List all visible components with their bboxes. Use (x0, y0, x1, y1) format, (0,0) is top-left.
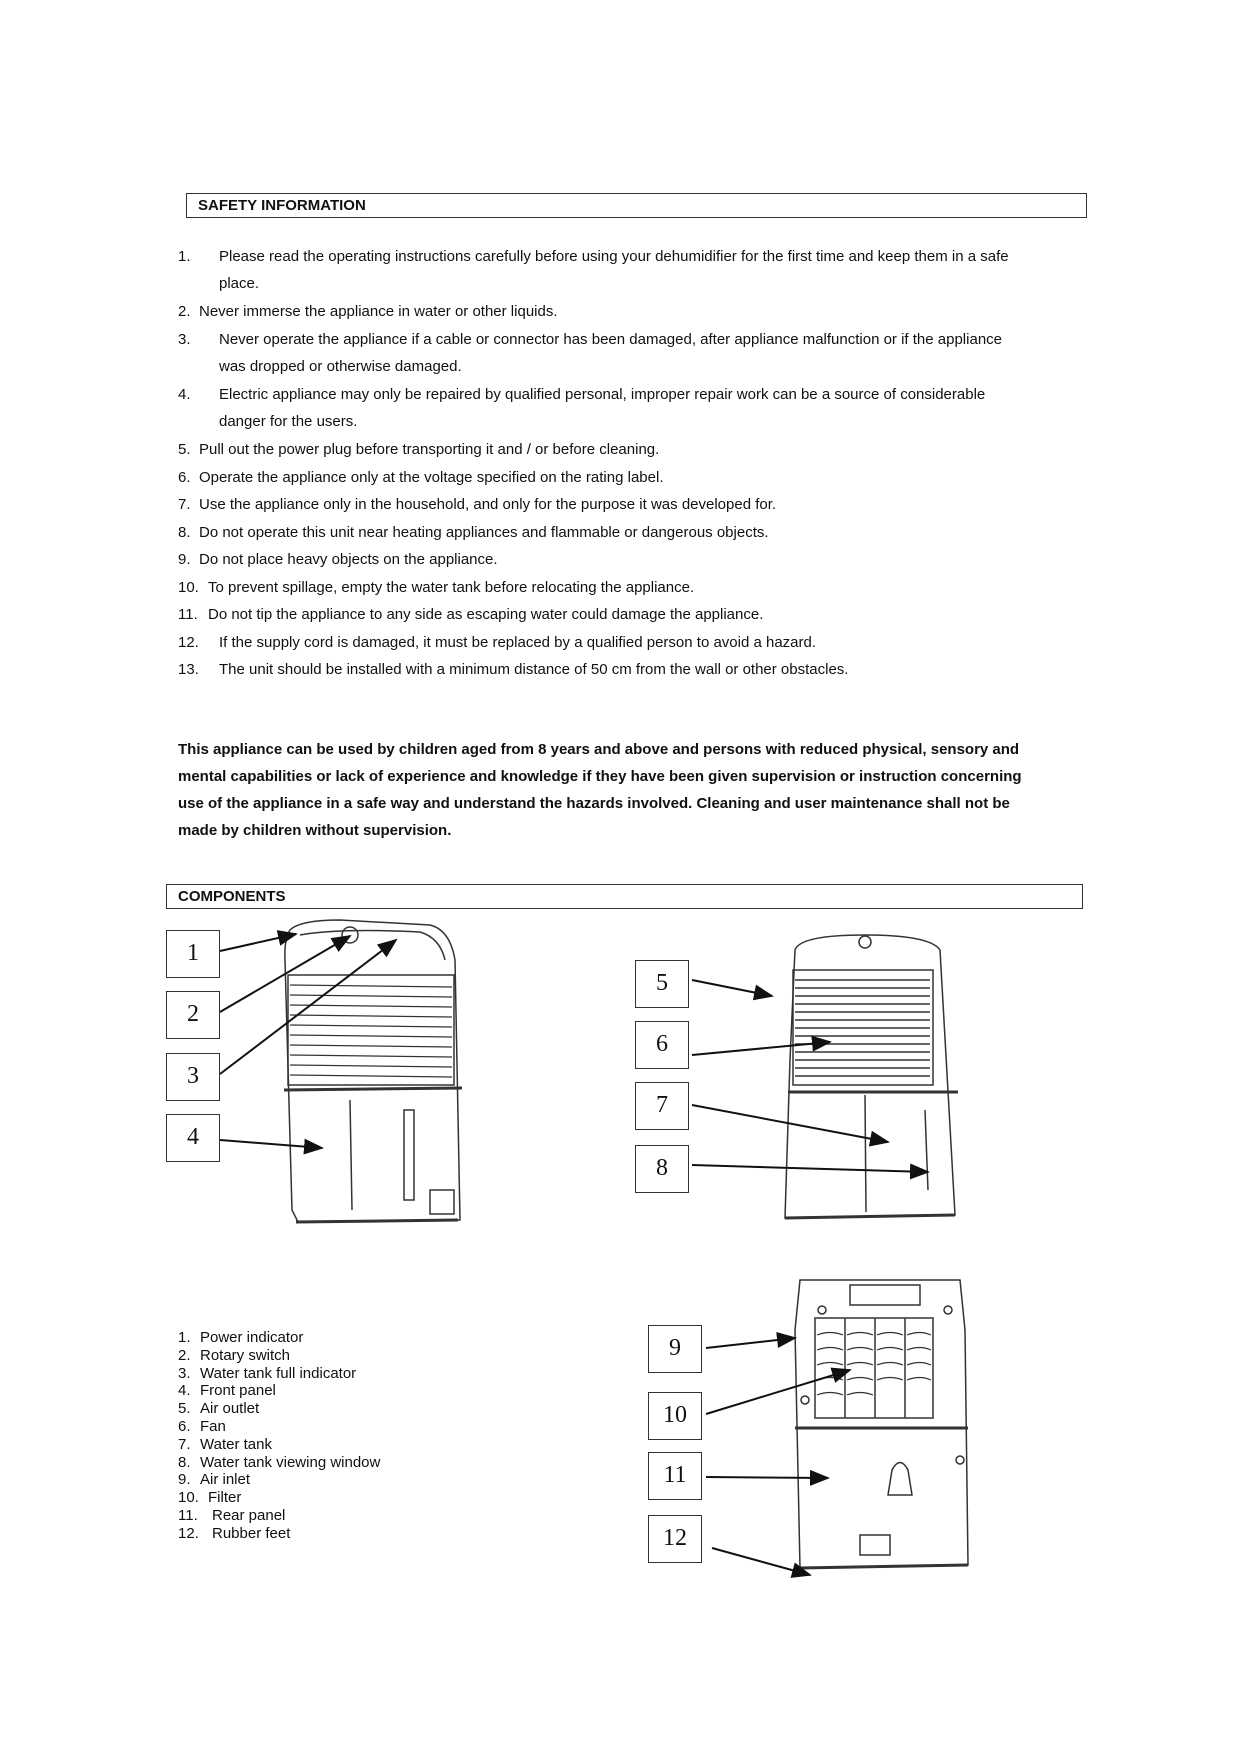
item-number: 6. (178, 469, 191, 486)
item-number: 8. (178, 524, 191, 541)
item-number: 2. (178, 1346, 191, 1364)
item-text: If the supply cord is damaged, it must be replaced by a qualified person to avoid a hazard. (219, 634, 817, 651)
item-label: Water tank full indicator (200, 1364, 357, 1382)
callout-arrow-7 (692, 1105, 888, 1142)
item-number: 1. (178, 248, 191, 265)
list-item (178, 1454, 380, 1472)
callout-10: 10 (648, 1392, 702, 1440)
callout-arrow-4 (220, 1140, 322, 1148)
item-text: Never immerse the appliance in water or other liquids. (199, 303, 558, 320)
item-label: Fan (200, 1417, 226, 1435)
safety-item-1-cont: place. (219, 275, 260, 292)
item-number: 3. (178, 331, 191, 348)
item-text: Do not tip the appliance to any side as escaping water could damage the appliance. (208, 606, 764, 623)
safety-information-heading: SAFETY INFORMATION (186, 193, 1087, 218)
item-label: Air inlet (200, 1471, 251, 1489)
item-number: 12. (178, 634, 199, 651)
item-number: 10. (178, 1489, 199, 1507)
item-number: 13. (178, 661, 199, 678)
item-number: 10. (178, 579, 199, 596)
front-view-illustration (284, 920, 462, 1222)
list-item (178, 1365, 380, 1383)
item-number: 12. (178, 1524, 199, 1542)
components-list (178, 1329, 380, 1543)
item-number: 1. (178, 1329, 191, 1346)
item-number: 4. (178, 386, 191, 403)
item-number: 7. (178, 1435, 191, 1453)
warning-line: This appliance can be used by children aged from 8 years and above and persons with reduced physical, sensory and (178, 741, 1020, 758)
components-heading: COMPONENTS (166, 884, 1083, 909)
item-label: Filter (208, 1489, 242, 1507)
callout-11: 11 (648, 1452, 702, 1500)
callout-arrow-5 (692, 980, 772, 996)
callout-arrow-9 (706, 1338, 795, 1348)
side-view-illustration (785, 935, 958, 1218)
safety-item-4-cont: danger for the users. (219, 413, 358, 430)
callout-6: 6 (635, 1021, 689, 1069)
item-text: Electric appliance may only be repaired by qualified personal, improper repair work can be a source of considerable (219, 386, 986, 403)
callout-4: 4 (166, 1114, 220, 1162)
rear-view-illustration (795, 1280, 968, 1568)
callout-arrow-11 (706, 1477, 828, 1478)
item-number: 5. (178, 1400, 191, 1418)
callout-5: 5 (635, 960, 689, 1008)
list-item (178, 1329, 380, 1347)
list-item (178, 1507, 380, 1525)
callout-arrow-8 (692, 1165, 928, 1172)
item-label: Rotary switch (200, 1346, 291, 1364)
item-label: Air outlet (200, 1400, 260, 1418)
item-text: Operate the appliance only at the voltage specified on the rating label. (199, 469, 664, 486)
item-label: Rubber feet (212, 1524, 291, 1542)
item-number: 4. (178, 1382, 191, 1400)
item-number: 6. (178, 1417, 191, 1435)
callout-1: 1 (166, 930, 220, 978)
list-item (178, 1418, 380, 1436)
callout-arrow-12 (712, 1548, 810, 1575)
item-number: 5. (178, 441, 191, 458)
item-number: 2. (178, 303, 191, 320)
item-label: Water tank viewing window (200, 1453, 381, 1471)
warning-line: mental capabilities or lack of experience and knowledge if they have been given supervision or instruction concerning (178, 768, 1022, 785)
item-text: Do not operate this unit near heating appliances and flammable or dangerous objects. (199, 524, 769, 541)
item-text: Never operate the appliance if a cable or connector has been damaged, after appliance malfunction or if the appliance (219, 331, 1003, 348)
item-text: Use the appliance only in the household, and only for the purpose it was developed for. (199, 496, 777, 513)
callout-3: 3 (166, 1053, 220, 1101)
item-number: 11. (178, 1506, 198, 1524)
callout-arrow-6 (692, 1042, 830, 1055)
item-label: Rear panel (212, 1506, 286, 1524)
item-number: 9. (178, 1471, 191, 1489)
callout-8: 8 (635, 1145, 689, 1193)
item-number: 8. (178, 1453, 191, 1471)
item-number: 3. (178, 1364, 191, 1382)
item-text: Do not place heavy objects on the appliance. (199, 551, 498, 568)
item-number: 11. (178, 606, 198, 623)
callout-7: 7 (635, 1082, 689, 1130)
callout-2: 2 (166, 991, 220, 1039)
item-text: Please read the operating instructions carefully before using your dehumidifier for the first time and keep them in a safe (219, 248, 1009, 265)
safety-item-3-cont: was dropped or otherwise damaged. (219, 358, 462, 375)
list-item (178, 1382, 380, 1400)
list-item (178, 1347, 380, 1365)
item-text: The unit should be installed with a minimum distance of 50 cm from the wall or other obstacles. (219, 661, 849, 678)
item-label: Water tank (200, 1435, 272, 1453)
list-item (178, 1436, 380, 1454)
item-label: Front panel (200, 1382, 276, 1400)
item-text: To prevent spillage, empty the water tank before relocating the appliance. (208, 579, 695, 596)
warning-line: made by children without supervision. (178, 822, 452, 839)
warning-line: use of the appliance in a safe way and understand the hazards involved. Cleaning and user maintenance shall not be (178, 795, 1010, 812)
list-item (178, 1400, 380, 1418)
callout-9: 9 (648, 1325, 702, 1373)
list-item (178, 1471, 380, 1489)
item-label: Power indicator (200, 1329, 304, 1346)
callout-12: 12 (648, 1515, 702, 1563)
item-number: 9. (178, 551, 191, 568)
item-text: Pull out the power plug before transporting it and / or before cleaning. (199, 441, 660, 458)
list-item (178, 1525, 380, 1543)
list-item (178, 1489, 380, 1507)
item-number: 7. (178, 496, 191, 513)
